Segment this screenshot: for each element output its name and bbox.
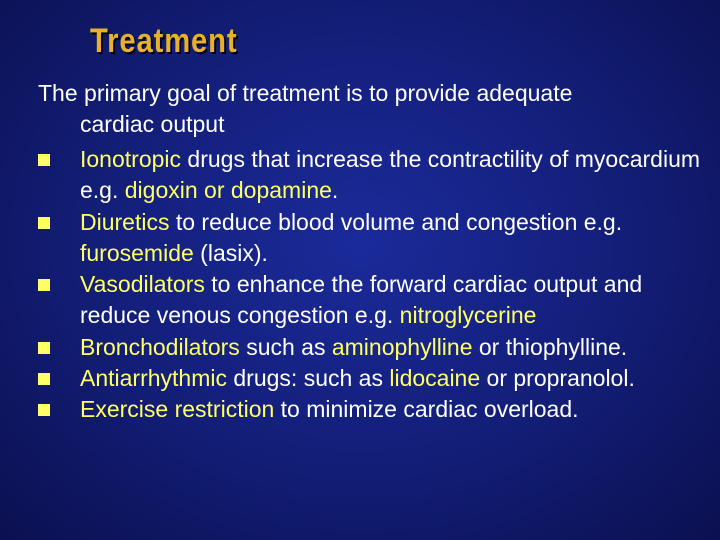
term-vasodilators: Vasodilators — [80, 271, 205, 298]
text-ionotropic-b: . — [331, 177, 339, 204]
intro-line-2: cardiac output — [80, 111, 225, 137]
treatment-list — [38, 144, 708, 426]
list-item-ionotropic — [38, 144, 708, 207]
square-bullet-icon — [38, 404, 50, 416]
term-bronchodilators: Bronchodilators — [80, 333, 240, 360]
intro-paragraph — [38, 78, 708, 140]
square-bullet-icon — [38, 373, 50, 385]
text-vasodilators-a: to enhance the forward cardiac output and reduce venous congestion e.g. — [80, 271, 643, 329]
list-item-bronchodilators — [38, 332, 708, 363]
list-item-diuretics — [38, 207, 708, 270]
term-exercise-restriction: Exercise restriction — [80, 396, 275, 423]
square-bullet-icon — [38, 279, 50, 291]
term-ionotropic: Ionotropic — [80, 146, 182, 172]
term-digoxin-dopamine: digoxin or dopamine — [124, 177, 332, 204]
term-nitroglycerine: nitroglycerine — [399, 302, 537, 329]
text-diuretics-b: (lasix). — [193, 239, 268, 266]
text-ionotropic-a: drugs that increase the contractility of myocardium e.g. — [80, 146, 701, 204]
term-lidocaine: lidocaine — [389, 365, 481, 392]
text-diuretics-a: to reduce blood volume and congestion e.g. — [169, 208, 623, 235]
text-bronchodilators-a: such as — [239, 333, 332, 360]
square-bullet-icon — [38, 217, 50, 229]
text-bronchodilators-b: or thiophylline. — [472, 333, 628, 360]
term-diuretics: Diuretics — [80, 208, 170, 235]
intro-line-1: The primary goal of treatment is to provide adequate — [38, 80, 573, 106]
term-furosemide: furosemide — [80, 239, 194, 266]
term-aminophylline: aminophylline — [331, 333, 473, 360]
slide-title: Treatment — [90, 22, 238, 60]
square-bullet-icon — [38, 342, 50, 354]
list-item-antiarrhythmic — [38, 363, 708, 394]
square-bullet-icon — [38, 154, 50, 166]
list-item-vasodilators — [38, 269, 708, 332]
list-item-exercise-restriction — [38, 394, 708, 425]
text-antiarrhythmic-b: or propranolol. — [480, 365, 635, 392]
term-antiarrhythmic: Antiarrhythmic — [80, 365, 227, 392]
text-antiarrhythmic-a: drugs: such as — [226, 365, 390, 392]
text-exercise-a: to minimize cardiac overload. — [274, 396, 579, 423]
